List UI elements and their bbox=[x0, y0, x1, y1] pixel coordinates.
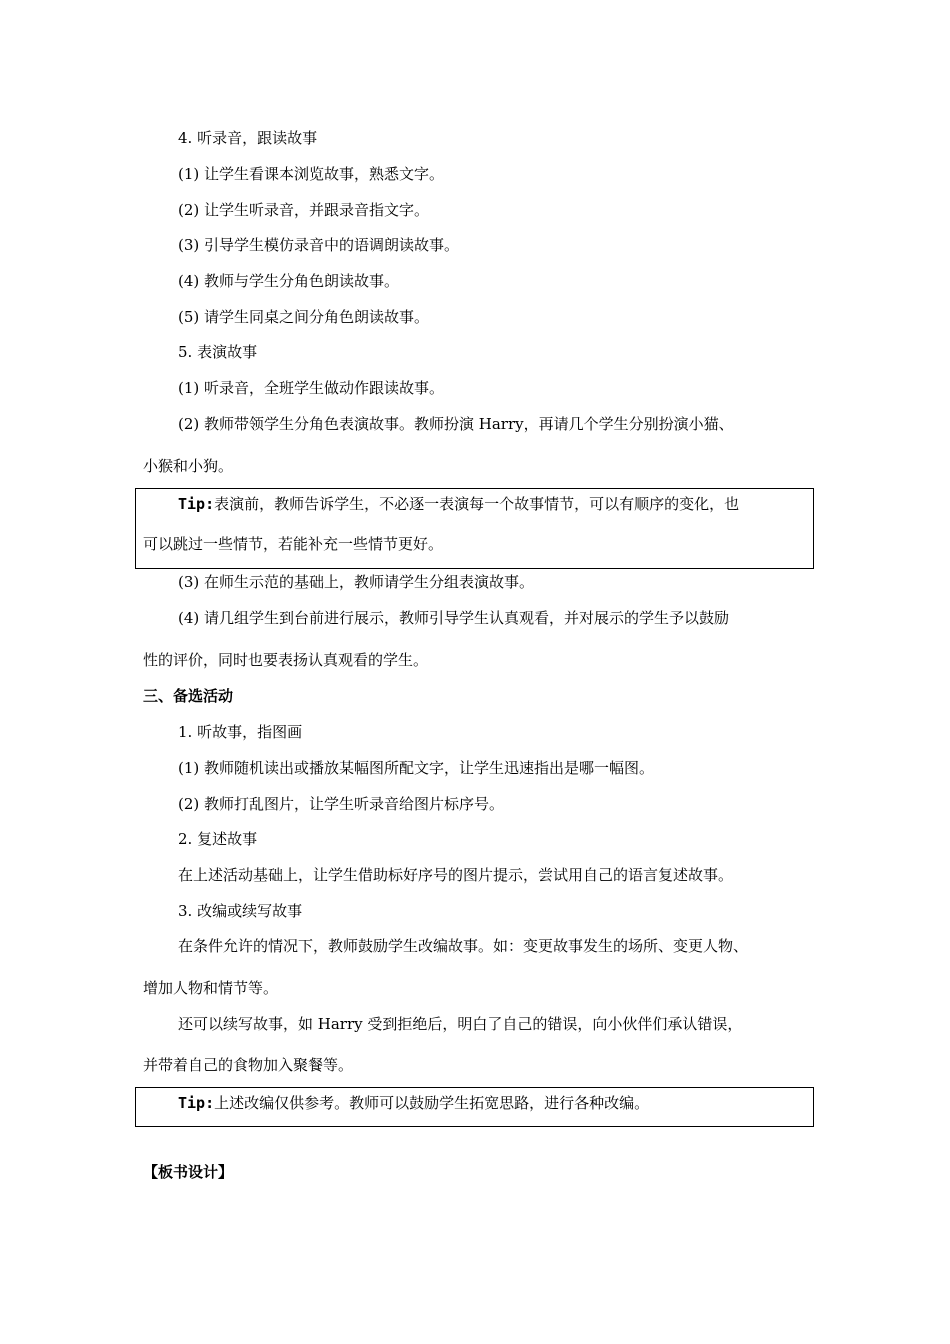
step-4-item-5: (5) 请学生同桌之间分角色朗读故事。 bbox=[178, 308, 430, 326]
activity-2-text: 在上述活动基础上，让学生借助标好序号的图片提示，尝试用自己的语言复述故事。 bbox=[178, 866, 734, 884]
tip-box-adaptation bbox=[135, 1087, 814, 1127]
tip-box-performance bbox=[135, 488, 814, 569]
activity-3-heading: 3. 改编或续写故事 bbox=[178, 902, 303, 920]
step-5-heading: 5. 表演故事 bbox=[178, 343, 258, 361]
tip-2-line bbox=[178, 1093, 649, 1113]
tip-1-text-1: 表演前，教师告诉学生，不必逐一表演每一个故事情节，可以有顺序的变化，也 bbox=[214, 495, 740, 513]
step-5-item-3: (3) 在师生示范的基础上，教师请学生分组表演故事。 bbox=[178, 573, 535, 591]
activity-3-paragraph-1-line-2: 增加人物和情节等。 bbox=[143, 979, 279, 997]
step-4-item-4: (4) 教师与学生分角色朗读故事。 bbox=[178, 272, 400, 290]
tip-label: Tip: bbox=[178, 1094, 215, 1112]
activity-1-item-1: (1) 教师随机读出或播放某幅图所配文字，让学生迅速指出是哪一幅图。 bbox=[178, 759, 655, 777]
activity-1-heading: 1. 听故事，指图画 bbox=[178, 723, 303, 741]
tip-label: Tip: bbox=[178, 495, 215, 513]
step-4-heading: 4. 听录音，跟读故事 bbox=[178, 129, 318, 147]
step-4-item-2: (2) 让学生听录音，并跟录音指文字。 bbox=[178, 201, 430, 219]
step-5-item-2-line-2: 小猴和小狗。 bbox=[143, 457, 234, 475]
activity-3-paragraph-2-line-1: 还可以续写故事，如 Harry 受到拒绝后，明白了自己的错误，向小伙伴们承认错误， bbox=[178, 1015, 743, 1033]
tip-1-line-2: 可以跳过一些情节，若能补充一些情节更好。 bbox=[143, 535, 444, 553]
tip-1-line-1 bbox=[178, 494, 739, 514]
step-5-item-4-line-2: 性的评价，同时也要表扬认真观看的学生。 bbox=[143, 651, 429, 669]
board-design-heading: 【板书设计】 bbox=[143, 1163, 234, 1181]
tip-2-text: 上述改编仅供参考。教师可以鼓励学生拓宽思路，进行各种改编。 bbox=[214, 1094, 650, 1112]
activity-1-item-2: (2) 教师打乱图片，让学生听录音给图片标序号。 bbox=[178, 795, 505, 813]
step-5-item-4-line-1: (4) 请几组学生到台前进行展示，教师引导学生认真观看，并对展示的学生予以鼓励 bbox=[178, 609, 730, 627]
step-5-item-1: (1) 听录音，全班学生做动作跟读故事。 bbox=[178, 379, 445, 397]
step-5-item-2-line-1: (2) 教师带领学生分角色表演故事。教师扮演 Harry，再请几个学生分别扮演小猫、 bbox=[178, 415, 734, 433]
activity-2-heading: 2. 复述故事 bbox=[178, 830, 258, 848]
activity-3-paragraph-2-line-2: 并带着自己的食物加入聚餐等。 bbox=[143, 1056, 354, 1074]
step-4-item-3: (3) 引导学生模仿录音中的语调朗读故事。 bbox=[178, 236, 460, 254]
step-4-item-1: (1) 让学生看课本浏览故事，熟悉文字。 bbox=[178, 165, 445, 183]
section-3-heading: 三、备选活动 bbox=[143, 687, 234, 705]
activity-3-paragraph-1-line-1: 在条件允许的情况下，教师鼓励学生改编故事。如：变更故事发生的场所、变更人物、 bbox=[178, 937, 749, 955]
